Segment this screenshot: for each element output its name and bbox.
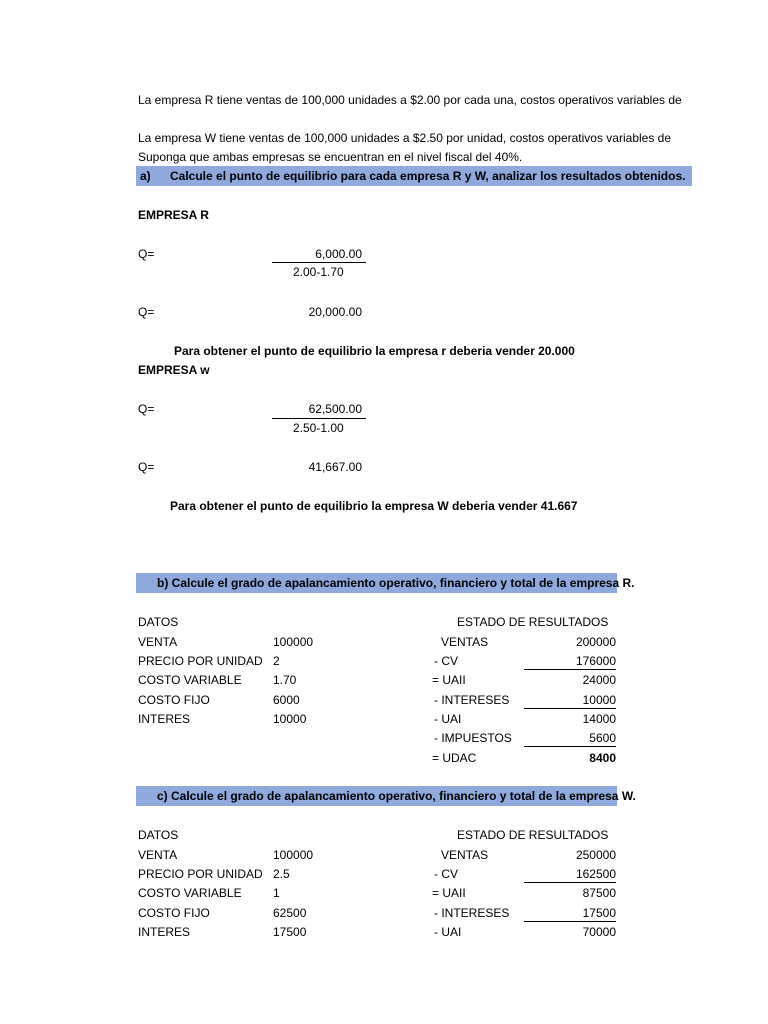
intro-line-2: La empresa W tiene ventas de 100,000 unidades a $2.50 por unidad, costos operativos variables de xyxy=(138,131,672,145)
section-b-datos-value: 100000 xyxy=(273,635,314,649)
section-c-datos-label: COSTO FIJO xyxy=(138,906,210,920)
section-c-estado-label: - CV xyxy=(434,867,458,881)
empresa-r-title: EMPRESA R xyxy=(138,208,209,222)
empresa-r-fraction-bar xyxy=(272,262,366,263)
section-c-datos-label: VENTA xyxy=(138,848,178,862)
empresa-w-conclusion: Para obtener el punto de equilibrio la empresa W deberia vender 41.667 xyxy=(170,499,578,513)
section-c-datos-value: 2.5 xyxy=(273,867,290,881)
section-b-estado-label: VENTAS xyxy=(441,635,489,649)
section-b-estado-label: = UDAC xyxy=(432,751,477,765)
section-b-datos-label: VENTA xyxy=(138,635,178,649)
section-c-estado-value: 87500 xyxy=(582,886,616,900)
section-c-datos-value: 17500 xyxy=(273,925,307,939)
empresa-r-result: 20,000.00 xyxy=(308,305,362,319)
section-b-datos-title: DATOS xyxy=(138,615,179,629)
section-b-estado-value: 8400 xyxy=(589,751,616,765)
section-c-estado-value: 250000 xyxy=(575,848,616,862)
section-a-label: a) xyxy=(140,169,151,183)
empresa-r-q-label-result: Q= xyxy=(138,305,155,319)
section-c-datos-label: COSTO VARIABLE xyxy=(138,886,242,900)
section-c-datos-value: 1 xyxy=(273,886,280,900)
section-c-estado-value: 162500 xyxy=(524,866,616,883)
section-b-datos-label: COSTO FIJO xyxy=(138,693,210,707)
section-b-estado-value: 200000 xyxy=(575,635,616,649)
section-b-estado-value: 14000 xyxy=(582,712,616,726)
section-c-estado-value: 17500 xyxy=(524,905,616,922)
section-c-heading: c) Calcule el grado de apalancamiento operativo, financiero y total de la empresa W. xyxy=(157,789,636,803)
section-b-estado-value: 24000 xyxy=(582,673,616,687)
section-c-estado-value: 70000 xyxy=(582,925,616,939)
empresa-w-denominator: 2.50-1.00 xyxy=(293,421,344,435)
section-b-datos-label: INTERES xyxy=(138,712,191,726)
section-c-datos-title: DATOS xyxy=(138,828,179,842)
section-c-estado-label: = UAII xyxy=(432,886,466,900)
empresa-r-numerator: 6,000.00 xyxy=(315,247,362,261)
section-b-estado-value: 10000 xyxy=(524,692,616,709)
empresa-w-result: 41,667.00 xyxy=(308,460,362,474)
empresa-w-numerator: 62,500.00 xyxy=(308,402,362,416)
section-b-estado-title: ESTADO DE RESULTADOS xyxy=(457,615,609,629)
section-b-datos-value: 1.70 xyxy=(273,673,297,687)
section-b-datos-value: 6000 xyxy=(273,693,300,707)
section-b-datos-label: PRECIO POR UNIDAD xyxy=(138,654,263,668)
section-b-estado-label: - INTERESES xyxy=(434,693,510,707)
section-b-heading: b) Calcule el grado de apalancamiento operativo, financiero y total de la empresa R. xyxy=(157,576,635,590)
empresa-w-fraction-bar xyxy=(272,418,366,419)
empresa-r-conclusion: Para obtener el punto de equilibrio la empresa r deberia vender 20.000 xyxy=(174,344,575,358)
section-b-estado-value: 176000 xyxy=(524,653,616,670)
section-b-estado-label: - IMPUESTOS xyxy=(434,731,512,745)
section-c-estado-label: - UAI xyxy=(434,925,462,939)
section-b-datos-value: 2 xyxy=(273,654,280,668)
empresa-w-title: EMPRESA w xyxy=(138,363,210,377)
section-b-estado-label: - CV xyxy=(434,654,458,668)
section-b-datos-label: COSTO VARIABLE xyxy=(138,673,242,687)
section-c-datos-value: 62500 xyxy=(273,906,307,920)
section-b-estado-value: 5600 xyxy=(524,730,616,747)
section-b-datos-value: 10000 xyxy=(273,712,307,726)
section-b-estado-label: = UAII xyxy=(432,673,466,687)
section-c-datos-label: INTERES xyxy=(138,925,191,939)
empresa-w-q-label: Q= xyxy=(138,402,155,416)
intro-line-1: La empresa R tiene ventas de 100,000 unidades a $2.00 por cada una, costos operativos variables de xyxy=(138,93,682,107)
section-c-estado-label: - INTERESES xyxy=(434,906,510,920)
section-c-datos-label: PRECIO POR UNIDAD xyxy=(138,867,263,881)
section-c-estado-title: ESTADO DE RESULTADOS xyxy=(457,828,609,842)
empresa-r-denominator: 2.00-1.70 xyxy=(293,265,344,279)
section-b-estado-label: - UAI xyxy=(434,712,462,726)
intro-line-3: Suponga que ambas empresas se encuentran en el nivel fiscal del 40%. xyxy=(138,150,523,164)
section-a-heading: Calcule el punto de equilibrio para cada empresa R y W, analizar los resultados obtenidos. xyxy=(170,169,686,183)
section-c-datos-value: 100000 xyxy=(273,848,314,862)
empresa-r-q-label: Q= xyxy=(138,247,155,261)
empresa-w-q-label-result: Q= xyxy=(138,460,155,474)
section-c-estado-label: VENTAS xyxy=(441,848,489,862)
